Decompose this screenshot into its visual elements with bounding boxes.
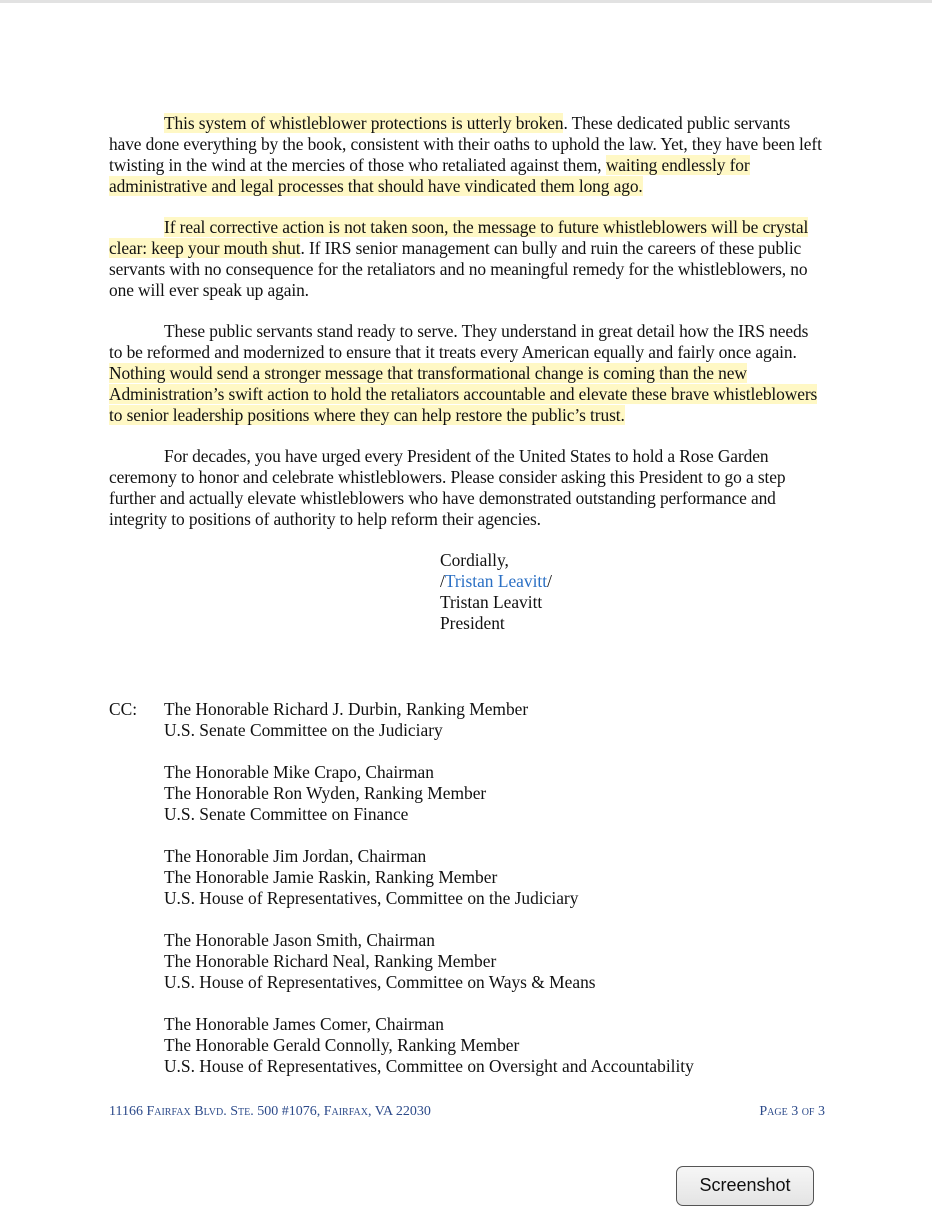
highlighted-text: waiting endlessly for administrative and legal processes that should have vindicated them long ago. xyxy=(109,155,750,196)
cc-recipient-group xyxy=(164,1014,825,1077)
cc-recipient-line: The Honorable Jim Jordan, Chairman xyxy=(164,846,427,866)
highlighted-text: Nothing would send a stronger message that transformational change is coming than the new Administration’s swift action to hold the retaliators accountable and elevate these brave whistleblowers to senior leadership positions where they can help restore the public’s trust. xyxy=(109,363,818,425)
highlighted-text: This system of whistleblower protections is utterly broken xyxy=(164,113,564,133)
letter-paragraph xyxy=(109,217,825,301)
paragraph-text: . These dedicated public servants have done everything by the book, consistent with their oaths to uphold the law. Yet, they have been left twisting in the wind at the mercies of those who retaliated against them, xyxy=(109,113,822,175)
cc-recipient-line: The Honorable Richard Neal, Ranking Member xyxy=(164,951,497,971)
signer-name: Tristan Leavitt xyxy=(440,592,543,612)
cc-recipient-line: U.S. Senate Committee on the Judiciary xyxy=(164,720,443,740)
cc-recipient-line: The Honorable Jamie Raskin, Ranking Member xyxy=(164,867,498,887)
esig-prefix: / xyxy=(440,571,445,591)
viewer-top-border xyxy=(0,0,932,3)
cc-recipient-line: The Honorable James Comer, Chairman xyxy=(164,1014,444,1034)
cc-recipients xyxy=(164,699,825,1077)
cc-recipient-line: The Honorable Mike Crapo, Chairman xyxy=(164,762,434,782)
cc-recipient-line: The Honorable Gerald Connolly, Ranking Member xyxy=(164,1035,520,1055)
screenshot-button[interactable]: Screenshot xyxy=(676,1166,814,1206)
cc-recipient-line: The Honorable Jason Smith, Chairman xyxy=(164,930,435,950)
cc-label: CC: xyxy=(109,699,138,719)
paragraph-text: . If IRS senior management can bully and ruin the careers of these public servants with no consequence for the retaliators and no meaningful remedy for the whistleblowers, no one will ever speak up again. xyxy=(109,238,808,300)
cc-section xyxy=(109,699,825,1098)
letter-paragraph xyxy=(109,113,825,197)
cc-recipient-line: U.S. House of Representatives, Committee on Ways & Means xyxy=(164,972,596,992)
electronic-signature xyxy=(440,571,825,592)
cc-recipient-line: U.S. Senate Committee on Finance xyxy=(164,804,409,824)
cc-recipient-line: The Honorable Ron Wyden, Ranking Member xyxy=(164,783,487,803)
cc-recipient-line: U.S. House of Representatives, Committee on the Judiciary xyxy=(164,888,579,908)
cc-recipient-line: The Honorable Richard J. Durbin, Ranking Member xyxy=(164,699,529,719)
cc-recipient-group xyxy=(164,846,825,909)
esig-name: Tristan Leavitt xyxy=(444,571,548,591)
cc-recipient-group xyxy=(164,762,825,825)
letter-paragraph xyxy=(109,321,825,426)
signer-title: President xyxy=(440,613,505,633)
paragraph-text: For decades, you have urged every President of the United States to hold a Rose Garden ceremony to honor and celebrate whistleblowers. Please consider asking this President to go a step further and actually elevate whistleblowers who have demonstrated outstanding performance and integrity to positions of authority to help reform their agencies. xyxy=(109,446,786,529)
highlighted-text: If real corrective action is not taken soon, the message to future whistleblowers will be crystal clear: keep your mouth shut xyxy=(109,217,809,258)
esig-suffix: / xyxy=(547,571,552,591)
letter-paragraph xyxy=(109,446,825,530)
letter-body xyxy=(109,113,825,634)
letter-paragraphs xyxy=(109,113,825,530)
cc-recipient-group xyxy=(164,699,825,741)
cc-recipient-line: U.S. House of Representatives, Committee on Oversight and Accountability xyxy=(164,1056,694,1076)
footer-address: 11166 Fairfax Blvd. Ste. 500 #1076, Fairfax, VA 22030 xyxy=(109,1104,431,1119)
cc-recipient-group xyxy=(164,930,825,993)
signature-block xyxy=(440,550,825,634)
paragraph-text: These public servants stand ready to serve. They understand in great detail how the IRS needs to be reformed and modernized to ensure that it treats every American equally and fairly once again. xyxy=(109,321,809,362)
footer-page-number: Page 3 of 3 xyxy=(759,1104,825,1119)
closing-salutation: Cordially, xyxy=(440,550,509,570)
